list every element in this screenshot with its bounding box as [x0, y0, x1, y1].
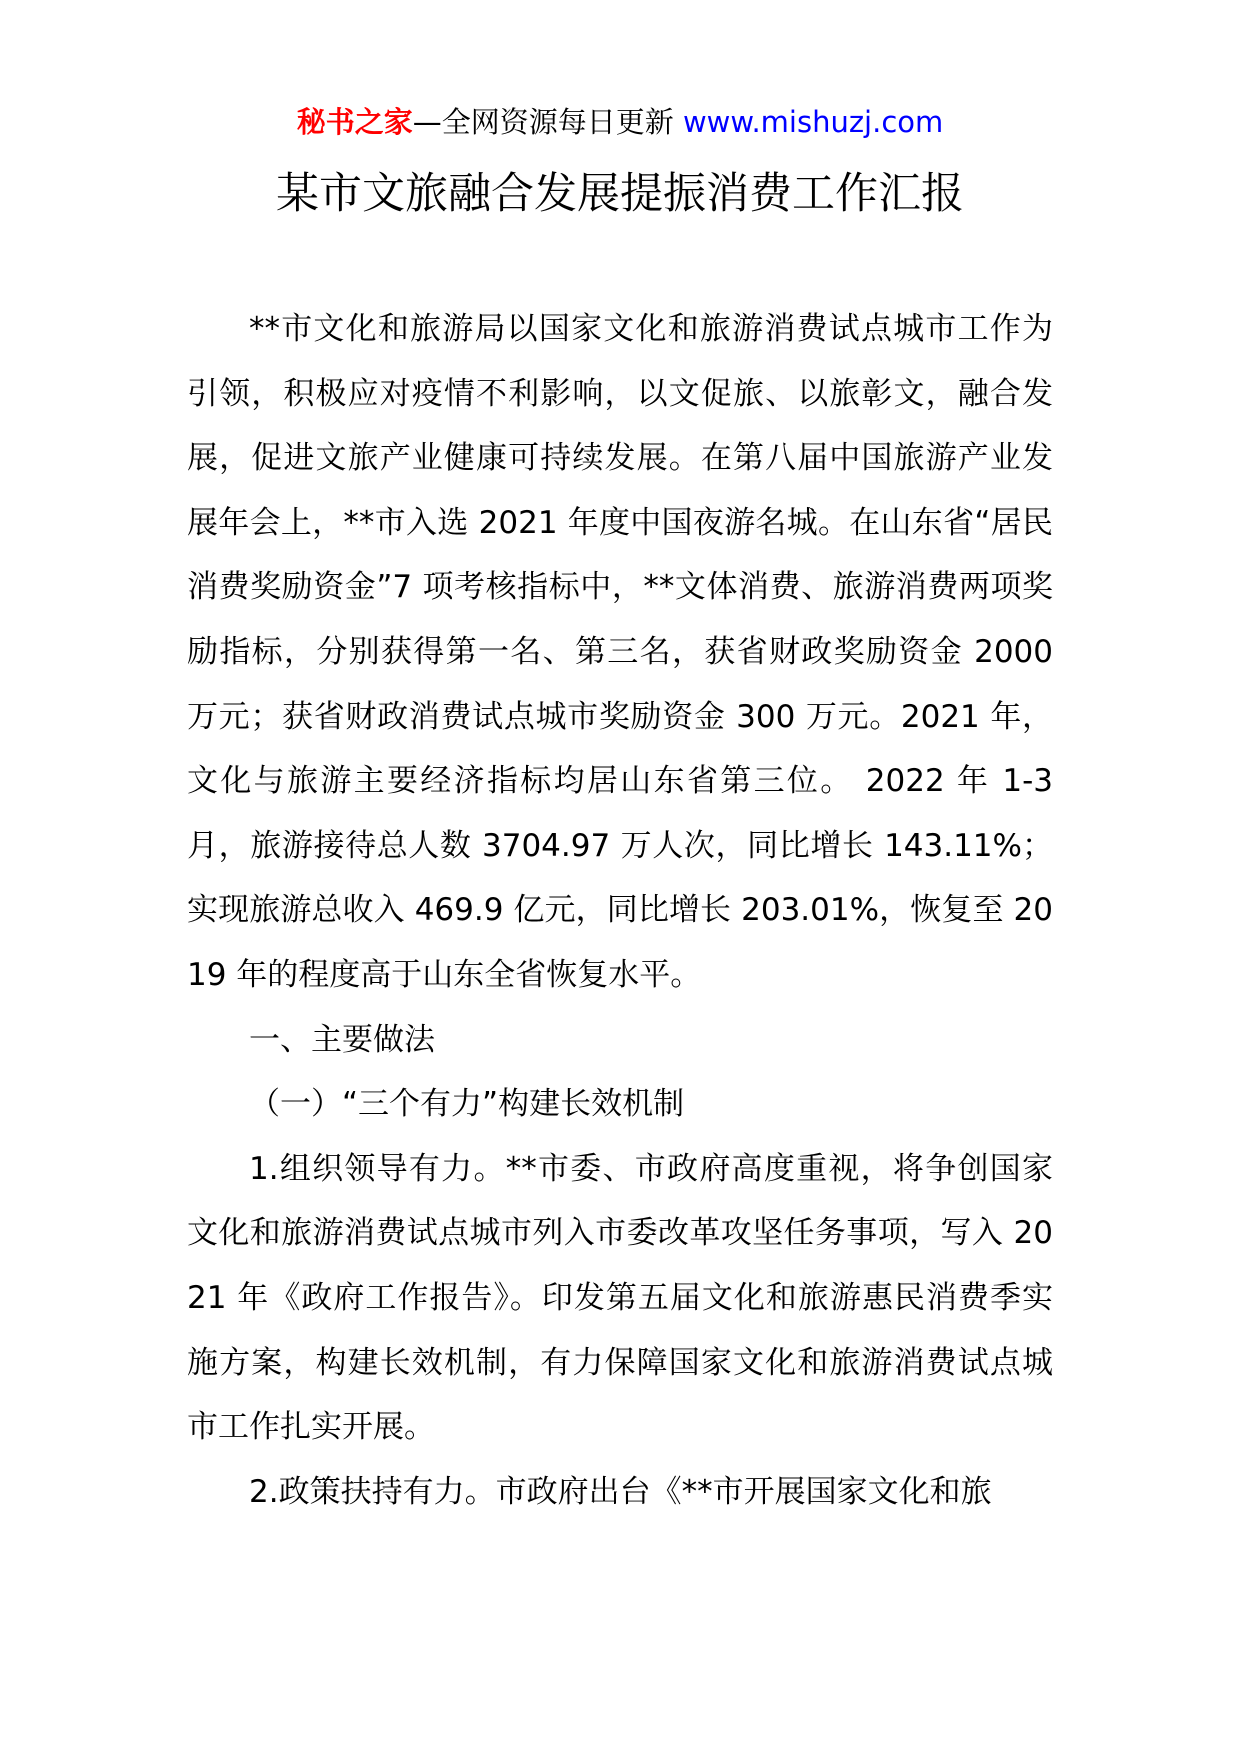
site-header	[0, 102, 1240, 142]
paragraph-policy-support: 2.政策扶持有力。市政府出台《**市开展国家文化和旅	[249, 1473, 992, 1510]
brand-name: 秘书之家	[296, 105, 413, 139]
document-title: 某市文旅融合发展提振消费工作汇报	[276, 169, 964, 219]
header-tagline: —全网资源每日更新	[412, 105, 683, 139]
section-heading-main-practices: 一、主要做法	[249, 1021, 435, 1058]
subsection-heading-mechanism: （一）“三个有力”构建长效机制	[249, 1086, 685, 1123]
paragraph-organization-leadership: 1.组织领导有力。**市委、市政府高度重视，将争创国家文化和旅游消费试点城市列入市委改革攻坚任务事项，写入 2021 年《政府工作报告》。印发第五届文化和旅游惠民消费季实施方案，构建长效机制，有力保障国家文化和旅游消费试点城市工作扎实开展。	[187, 1150, 1053, 1446]
site-url[interactable]: www.mishuzj.com	[682, 105, 944, 139]
document-body	[187, 297, 1053, 1524]
paragraph-intro: **市文化和旅游局以国家文化和旅游消费试点城市工作为引领，积极应对疫情不利影响，以文促旅、以旅彰文，融合发展，促进文旅产业健康可持续发展。在第八届中国旅游产业发展年会上，**市入选 2021 年度中国夜游名城。在山东省“居民消费奖励资金”7 项考核指标中，**文体消费、旅游消费两项奖励指标，分别获得第一名、第三名，获省财政奖励资金 2000 万元；获省财政消费试点城市奖励资金 300 万元。2021 年，文化与旅游主要经济指标均居山东省第三位。 2022 年 1-3 月，旅游接待总人数 3704.97 万人次，同比增长 143.11%；实现旅游总收入 469.9 亿元，同比增长 203.01%，恢复至 2019 年的程度高于山东全省恢复水平。	[187, 311, 1053, 993]
